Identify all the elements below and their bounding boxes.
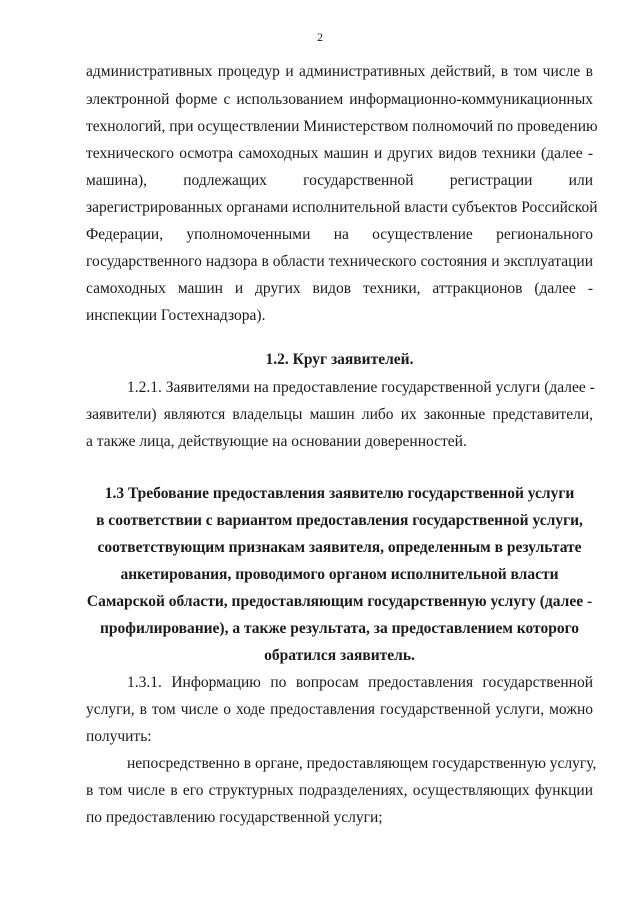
section-heading: Самарской области, предоставляющим государственную услугу (далее - <box>86 593 593 610</box>
section-heading: профилирование), а также результата, за предоставлением которого <box>100 620 579 637</box>
section-heading: соответствующим признакам заявителя, определенным в результате <box>97 539 582 556</box>
paragraph-line: технического осмотра самоходных машин и других видов техники (далее - <box>86 145 593 162</box>
section-heading: в соответствии с вариантом предоставления государственной услуги, <box>96 512 583 529</box>
paragraph-line: технологий, при осуществлении Министерством полномочий по проведению <box>86 118 598 135</box>
section-heading: 1.2. Круг заявителей. <box>265 351 414 368</box>
page-number: 2 <box>317 30 323 44</box>
section-heading: анкетирования, проводимого органом исполнительной власти <box>120 566 559 583</box>
paragraph-line: 1.3.1. Информацию по вопросам предоставления государственной <box>127 674 593 691</box>
paragraph-line: получить: <box>86 728 152 745</box>
paragraph-line: государственного надзора в области технического состояния и эксплуатации <box>86 253 593 270</box>
section-heading: 1.3 Требование предоставления заявителю государственной услуги <box>104 485 575 502</box>
paragraph-line: в том числе в его структурных подразделениях, осуществляющих функции <box>86 782 593 799</box>
paragraph-line: машина), подлежащих государственной регистрации или <box>86 172 593 189</box>
section-heading: обратился заявитель. <box>264 647 415 664</box>
paragraph-line: зарегистрированных органами исполнительной власти субъектов Российской <box>86 199 598 216</box>
paragraph-line: 1.2.1. Заявителями на предоставление государственной услуги (далее - <box>127 379 595 396</box>
paragraph-line: по предоставлению государственной услуги; <box>86 809 383 826</box>
paragraph-line: административных процедур и административных действий, в том числе в <box>86 63 593 80</box>
paragraph-line: инспекции Гостехнадзора). <box>86 307 266 324</box>
paragraph-line: самоходных машин и других видов техники, аттракционов (далее - <box>86 280 593 297</box>
paragraph-line: Федерации, уполномоченными на осуществление регионального <box>86 226 593 243</box>
paragraph-line: а также лица, действующие на основании доверенностей. <box>86 433 467 450</box>
paragraph-line: непосредственно в органе, предоставляющем государственную услугу, <box>127 755 597 772</box>
paragraph-line: заявители) являются владельцы машин либо их законные представители, <box>86 406 593 423</box>
paragraph-line: услуги, в том числе о ходе предоставления государственной услуги, можно <box>86 701 593 718</box>
paragraph-line: электронной форме с использованием информационно-коммуникационных <box>86 91 593 108</box>
